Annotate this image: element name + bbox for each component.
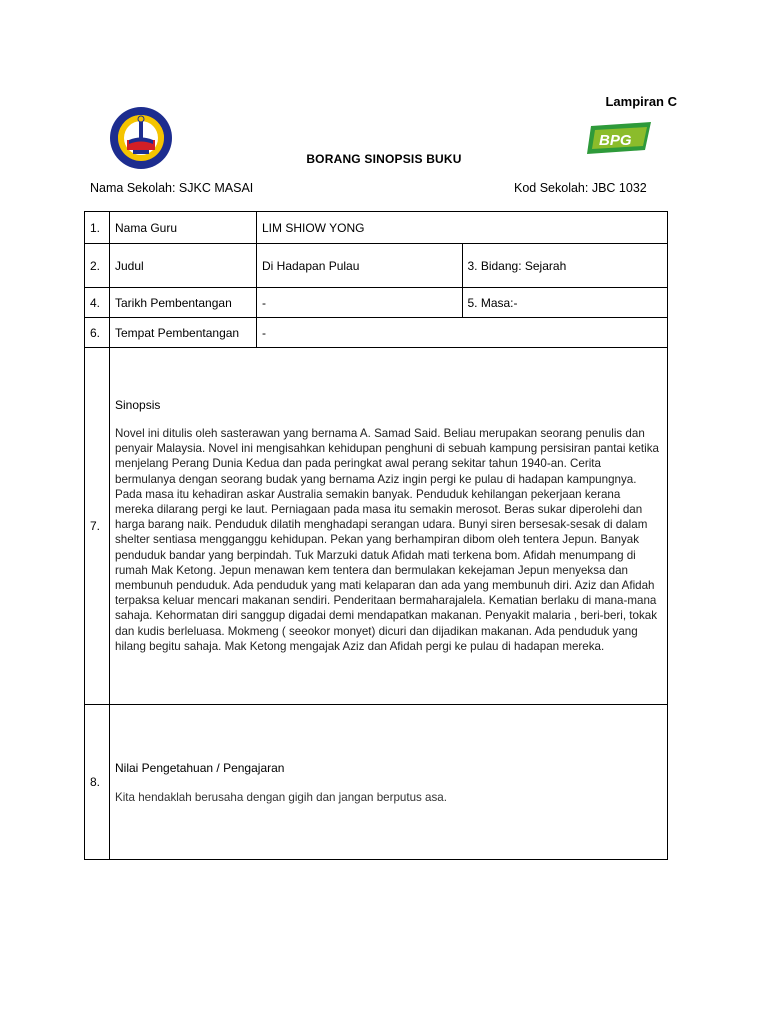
title-label: Judul — [110, 244, 257, 288]
row-number: 2. — [85, 244, 110, 288]
teacher-name-value: LIM SHIOW YONG — [257, 212, 668, 244]
row-teacher-name — [85, 212, 668, 244]
presentation-place-label: Tempat Pembentangan — [110, 318, 257, 348]
presentation-date-label: Tarikh Pembentangan — [110, 288, 257, 318]
row-synopsis — [85, 348, 668, 705]
row-number: 1. — [85, 212, 110, 244]
presentation-place-value: - — [257, 318, 668, 348]
teacher-label: Nama Guru — [110, 212, 257, 244]
row-presentation-date — [85, 288, 668, 318]
presentation-date-value: - — [257, 288, 463, 318]
bpg-logo-text: BPG — [599, 132, 632, 149]
synopsis-cell — [110, 348, 668, 705]
field-subject: 3. Bidang: Sejarah — [462, 244, 668, 288]
attachment-label: Lampiran C — [605, 94, 677, 109]
lessons-label: Nilai Pengetahuan / Pengajaran — [115, 760, 285, 775]
row-number: 7. — [85, 348, 110, 705]
row-number: 6. — [85, 318, 110, 348]
lessons-text: Kita hendaklah berusaha dengan gigih dan jangan berputus asa. — [115, 790, 447, 804]
synopsis-text: Novel ini ditulis oleh sasterawan yang bernama A. Samad Said. Beliau merupakan seorang penulis dan penyair Malaysia. Novel ini mengisahkan kehidupan penghuni di sebuah kampung persisiran pantai ketika menjelang Perang Dunia Kedua dan pada peringkat awal perang sekitar tahun 1940-an. Cerita bermulanya dengan seorang budak yang bernama Aziz ingin pergi ke pulau di hadapan kampungnya. Pada masa itu kehadiran askar Australia semakin banyak. Penduduk kehilangan pekerjaan kerana mereka dilarang pergi ke laut. Perniagaan pada masa itu semakin merosot. Beras sukar diperolehi dan harga barang naik. Penduduk dilatih menghadapi serangan udara. Bunyi siren bersesak-sesak di dalam shelter sentiasa mengganggu kehidupan. Pekan yang berhampiran dibom oleh tentera Jepun. Banyak penduduk bandar yang berpindah. Tuk Marzuki datuk Afidah mati terkena bom. Afidah menumpang di rumah Mak Ketong. Jepun menawan kem tentera dan bermulakan kekejaman Jepun menyeksa dan membunuh penduduk. Ada penduduk yang mati kelaparan dan ada yang membunuh diri. Aziz dan Afidah terpaksa keluar mencari makanan sendiri. Penderitaan bermaharajalela. Kematian berlaku di mana-mana sahaja. Kehormatan diri sanggup digadai demi mendapatkan makanan. Penyakit malaria , beri-beri, tokak dan kudis berleluasa. Mokmeng ( seeokor monyet) dicuri dan dijadikan makanan. Ada penduduk yang hilang begitu sahaja. Mak Ketong mengajak Aziz dan Afidah pergi ke pulau di hadapan mereka. — [115, 426, 659, 653]
school-name: Nama Sekolah: SJKC MASAI — [90, 181, 254, 195]
row-presentation-place — [85, 318, 668, 348]
form-title: BORANG SINOPSIS BUKU — [306, 152, 462, 166]
book-title-value: Di Hadapan Pulau — [257, 244, 463, 288]
row-lessons — [85, 705, 668, 860]
lessons-cell — [110, 705, 668, 860]
synopsis-form-table — [84, 211, 668, 860]
school-code: Kod Sekolah: JBC 1032 — [514, 181, 647, 195]
row-number: 4. — [85, 288, 110, 318]
row-title — [85, 244, 668, 288]
synopsis-label: Sinopsis — [115, 397, 161, 412]
field-time: 5. Masa:- — [462, 288, 668, 318]
row-number: 8. — [85, 705, 110, 860]
